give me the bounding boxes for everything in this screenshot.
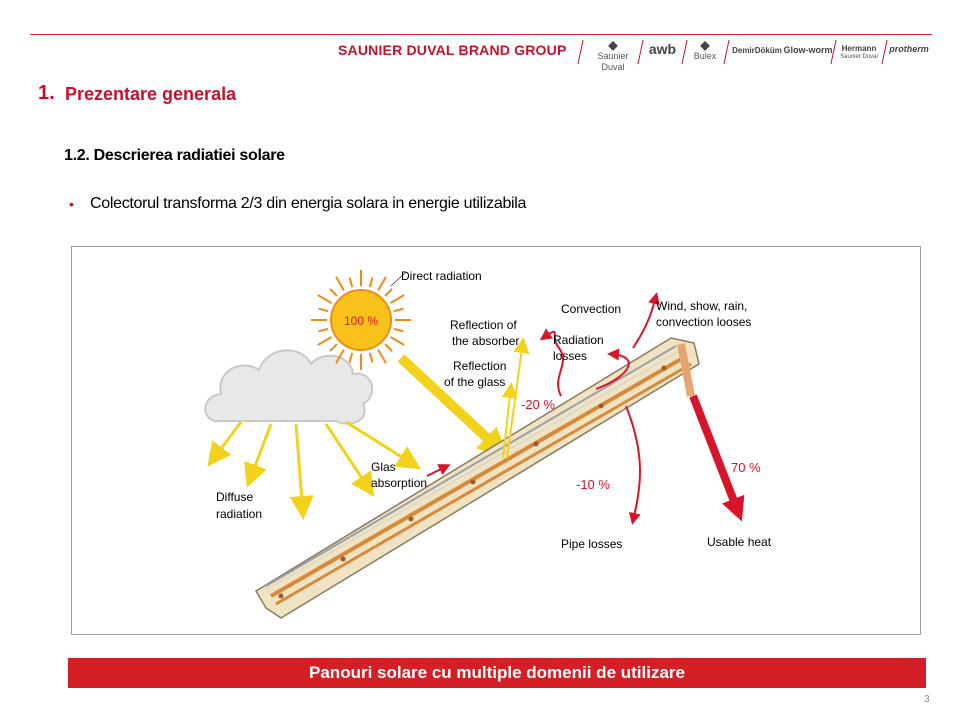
sun-ray (350, 353, 353, 363)
brand-logo-bulex: ◆ Bulex (690, 40, 720, 62)
sun-ray (318, 309, 328, 312)
subsection-title: 1.2. Descrierea radiatiei solare (64, 147, 285, 164)
brand-separator (723, 40, 729, 64)
sun-ray (318, 337, 332, 345)
brand-separator (577, 40, 583, 64)
label-wind-line2: convection looses (656, 315, 752, 329)
sun-ray (378, 349, 386, 363)
label-diffuse-line2: radiation (216, 507, 263, 521)
sun-ray (318, 329, 328, 332)
header-divider-line (30, 34, 932, 35)
label-glas-line2: absorption (371, 476, 428, 490)
label-70-percent: 70 % (731, 460, 761, 475)
label-minus-10-percent: -10 % (576, 477, 610, 492)
sun-ray (385, 289, 392, 296)
sun-ray (394, 309, 404, 312)
sun-ray (370, 277, 373, 287)
label-pipe-losses: Pipe losses (561, 537, 623, 551)
bullet-marker: • (69, 196, 74, 212)
label-wind-line1: Wind, show, rain, (656, 299, 748, 313)
label-diffuse-line1: Diffuse (216, 490, 254, 504)
sun-percent-label: 100 % (343, 314, 379, 328)
drop-icon: ◆ (608, 38, 618, 52)
cloud-icon (205, 350, 372, 423)
brand-separator (681, 40, 687, 64)
brand-separator (637, 40, 643, 64)
label-usable-heat: Usable heat (707, 535, 772, 549)
footer-banner-text: Panouri solare cu multiple domenii de utilizare (309, 663, 685, 682)
label-radiation-losses-line2: losses (553, 349, 588, 363)
sun-ray (385, 344, 392, 351)
page-number: 3 (924, 694, 930, 705)
sun-ray (390, 337, 404, 345)
section-number: 1. (38, 82, 55, 104)
label-reflection-glass-line1: Reflection (453, 359, 507, 373)
usable-heat-arrow (693, 396, 739, 514)
brand-logo-protherm: protherm (889, 44, 929, 54)
bullet-text: Colectorul transforma 2/3 din energia solara in energie utilizabila (90, 195, 527, 212)
brand-logo-glow-worm: Glow-worm (783, 45, 833, 55)
sun-ray (336, 277, 344, 291)
label-reflection-glass-line2: of the glass (444, 375, 506, 389)
label-minus-20-percent: -20 % (521, 397, 555, 412)
brand-logo-hermann: Hermann Saunier Duval (840, 44, 878, 60)
sun-ray (330, 289, 337, 296)
sun-ray (330, 344, 337, 351)
sun-ray (378, 277, 386, 291)
label-glas-line1: Glas (371, 460, 396, 474)
label-reflection-absorber-line1: Reflection of (450, 318, 517, 332)
sun-ray (394, 329, 404, 332)
sun-ray (370, 353, 373, 363)
label-radiation-losses-line1: Radiation (553, 333, 604, 347)
label-reflection-absorber-line2: the absorber (452, 334, 520, 348)
brand-logo-awb: awb (648, 41, 677, 57)
flame-icon: ◆ (700, 38, 710, 52)
solar-radiation-diagram (71, 246, 921, 635)
label-direct-radiation: Direct radiation (401, 269, 482, 283)
sun-ray (390, 295, 404, 303)
brand-logo-demirdokum: DemirDöküm (732, 46, 782, 55)
sun-ray (350, 277, 353, 287)
brand-logo-saunier-duval: ◆ Saunier Duval (588, 40, 638, 73)
section-title: Prezentare generala (65, 84, 237, 104)
label-convection: Convection (561, 302, 622, 316)
brand-group-title: SAUNIER DUVAL BRAND GROUP (338, 42, 567, 58)
sun-ray (318, 295, 332, 303)
